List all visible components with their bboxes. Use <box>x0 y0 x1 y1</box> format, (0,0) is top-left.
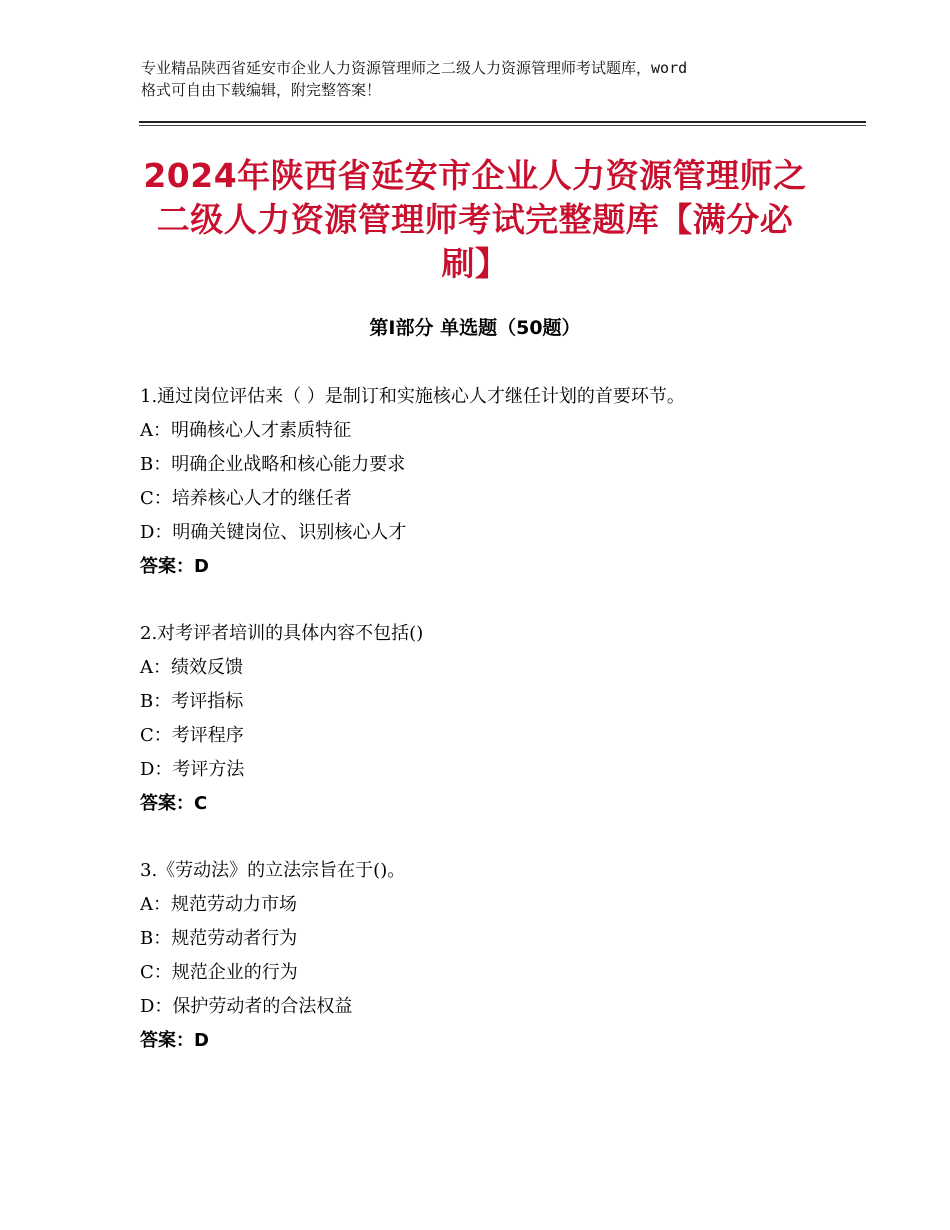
section-heading: 第Ⅰ部分 单选题（50题） <box>369 317 581 339</box>
option-a: A：规范劳动力市场 <box>140 894 297 915</box>
option-b: B：规范劳动者行为 <box>140 928 298 949</box>
question-item <box>140 857 840 1061</box>
title-line-1: 2024年陕西省延安市企业人力资源管理师之 <box>143 156 807 195</box>
option-d: D：保护劳动者的合法权益 <box>140 996 353 1017</box>
option-d: D：考评方法 <box>140 759 245 780</box>
answer-label: 答案：D <box>140 556 209 577</box>
option-b: B：明确企业战略和核心能力要求 <box>140 454 406 475</box>
option-c: C：考评程序 <box>140 725 244 746</box>
question-list <box>140 383 840 1094</box>
header-note-line-1: 专业精品陕西省延安市企业人力资源管理师之二级人力资源管理师考试题库，word <box>141 59 688 77</box>
question-stem: 1.通过岗位评估来（ ）是制订和实施核心人才继任计划的首要环节。 <box>140 386 685 407</box>
option-b: B：考评指标 <box>140 691 244 712</box>
question-stem: 2.对考评者培训的具体内容不包括() <box>140 623 424 644</box>
title-line-3: 刷】 <box>441 244 509 283</box>
question-item <box>140 620 840 824</box>
header-note-line-2: 格式可自由下载编辑，附完整答案！ <box>141 81 382 99</box>
answer-label: 答案：C <box>140 793 208 814</box>
option-d: D：明确关键岗位、识别核心人才 <box>140 522 407 543</box>
option-c: C：规范企业的行为 <box>140 962 298 983</box>
answer-label: 答案：D <box>140 1030 209 1051</box>
question-item <box>140 383 840 587</box>
question-stem: 3.《劳动法》的立法宗旨在于()。 <box>140 860 406 881</box>
document-title <box>120 154 830 286</box>
header-rule-thin <box>139 125 866 126</box>
option-a: A：绩效反馈 <box>140 657 243 678</box>
header-rule-thick <box>139 121 866 123</box>
option-a: A：明确核心人才素质特征 <box>140 420 351 441</box>
header-note <box>141 57 831 101</box>
title-line-2: 二级人力资源管理师考试完整题库【满分必 <box>156 200 794 239</box>
option-c: C：培养核心人才的继任者 <box>140 488 352 509</box>
